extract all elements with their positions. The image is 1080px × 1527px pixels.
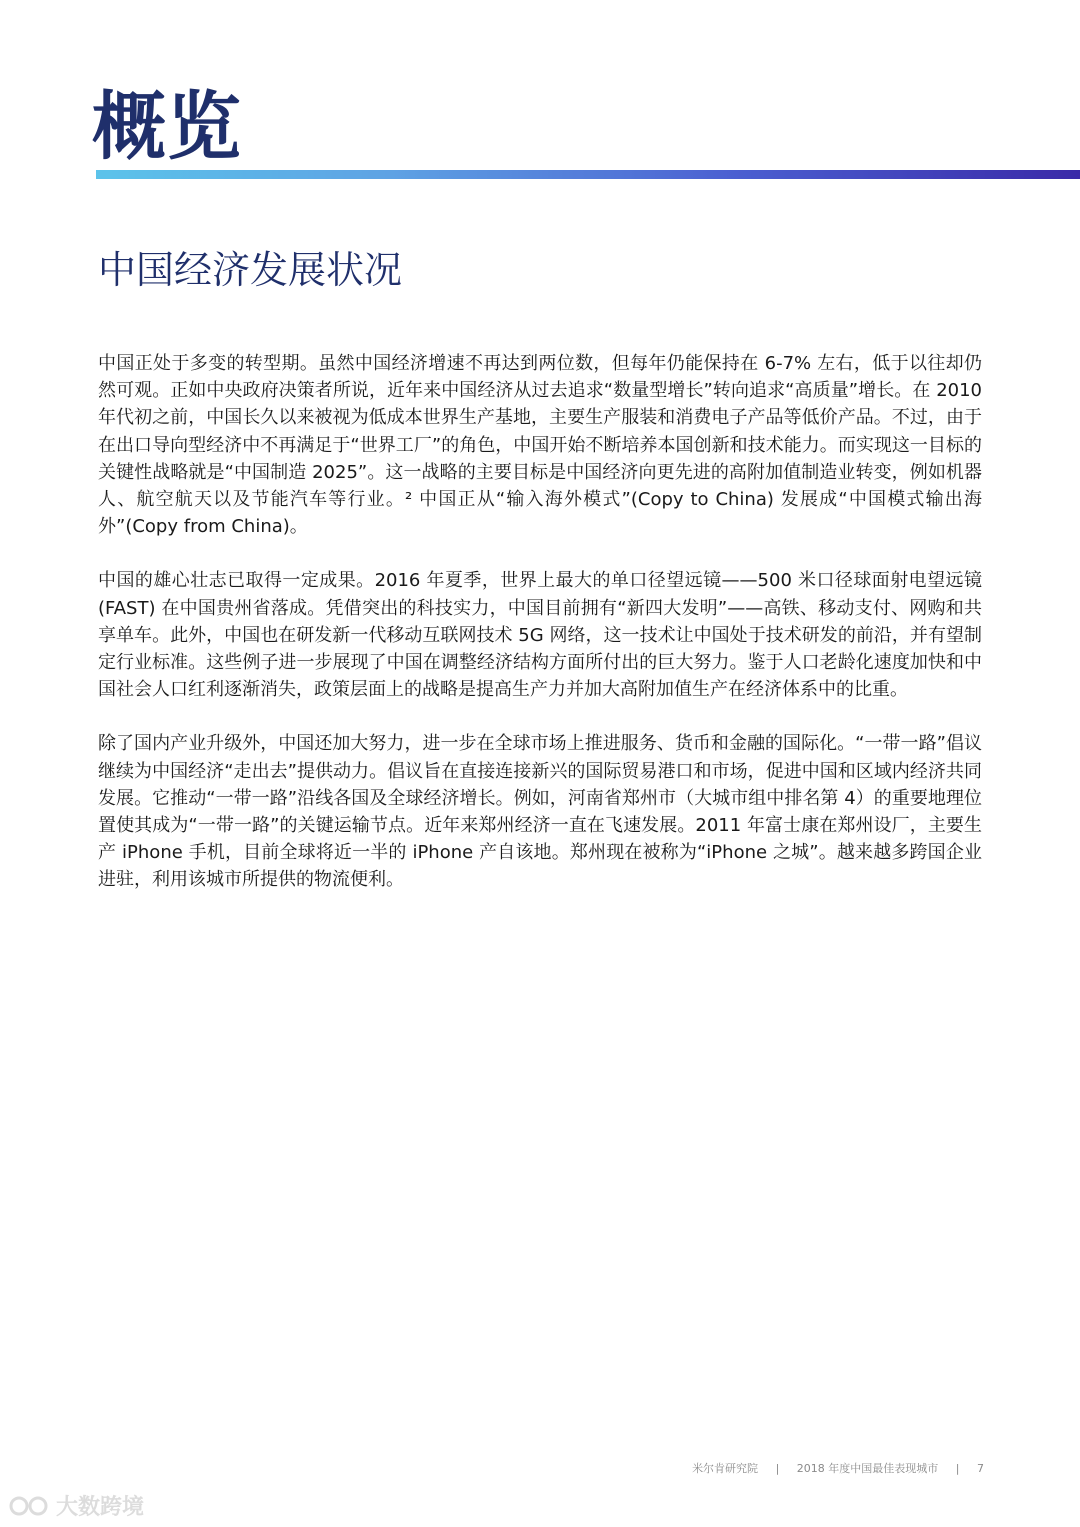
- footer-separator: |: [775, 1462, 780, 1475]
- paragraph-2: 中国的雄心壮志已取得一定成果。2016 年夏季，世界上最大的单口径望远镜——500 米口径球面射电望远镜 (FAST) 在中国贵州省落成。凭借突出的科技实力，中国目前拥有“新四大发明”——高铁、移动支付、网购和共享单车。此外，中国也在研发新一代移动互联网技术 5G 网络，这一技术让中国处于技术研发的前沿，并有望制定行业标准。这些例子进一步展现了中国在调整经济结构方面所付出的巨大努力。鉴于人口老龄化速度加快和中国社会人口红利逐渐消失，政策层面上的战略是提高生产力并加大高附加值生产在经济体系中的比重。: [98, 570, 982, 701]
- page-footer: [692, 1460, 984, 1476]
- watermark: [8, 1490, 144, 1521]
- footer-separator: |: [955, 1462, 960, 1475]
- footer-report-title: 2018 年度中国最佳表现城市: [796, 1462, 939, 1475]
- footer-publisher: 米尔肯研究院: [692, 1462, 759, 1475]
- section-title: 中国经济发展状况: [98, 248, 403, 292]
- paragraph-1: 中国正处于多变的转型期。虽然中国经济增速不再达到两位数，但每年仍能保持在 6-7% 左右，低于以往却仍然可观。正如中央政府决策者所说，近年来中国经济从过去追求“数量型增长”转向追求“高质量”增长。在 2010 年代初之前，中国长久以来被视为低成本世界生产基地，主要生产服装和消费电子产品等低价产品。不过，由于在出口导向型经济中不再满足于“世界工厂”的角色，中国开始不断培养本国创新和技术能力。而实现这一目标的关键性战略就是“中国制造 2025”。这一战略的主要目标是中国经济向更先进的高附加值制造业转变，例如机器人、航空航天以及节能汽车等行业。² 中国正从“输入海外模式”(Copy to China) 发展成“中国模式输出海外”(Copy from China)。: [98, 353, 982, 538]
- watermark-logo-icon: [8, 1495, 52, 1517]
- body-text: [98, 350, 982, 921]
- watermark-text: 大数跨境: [56, 1495, 145, 1520]
- paragraph-3: 除了国内产业升级外，中国还加大努力，进一步在全球市场上推进服务、货币和金融的国际化。“一带一路”倡议继续为中国经济“走出去”提供动力。倡议旨在直接连接新兴的国际贸易港口和市场，促进中国和区域内经济共同发展。它推动“一带一路”沿线各国及全球经济增长。例如，河南省郑州市（大城市组中排名第 4）的重要地理位置使其成为“一带一路”的关键运输节点。近年来郑州经济一直在飞速发展。2011 年富士康在郑州设厂，主要生产 iPhone 手机，目前全球将近一半的 iPhone 产自该地。郑州现在被称为“iPhone 之城”。越来越多跨国企业进驻，利用该城市所提供的物流便利。: [98, 733, 983, 891]
- page-number: 7: [977, 1462, 984, 1475]
- title-divider: [96, 170, 1080, 179]
- page-title: 概览: [92, 84, 242, 170]
